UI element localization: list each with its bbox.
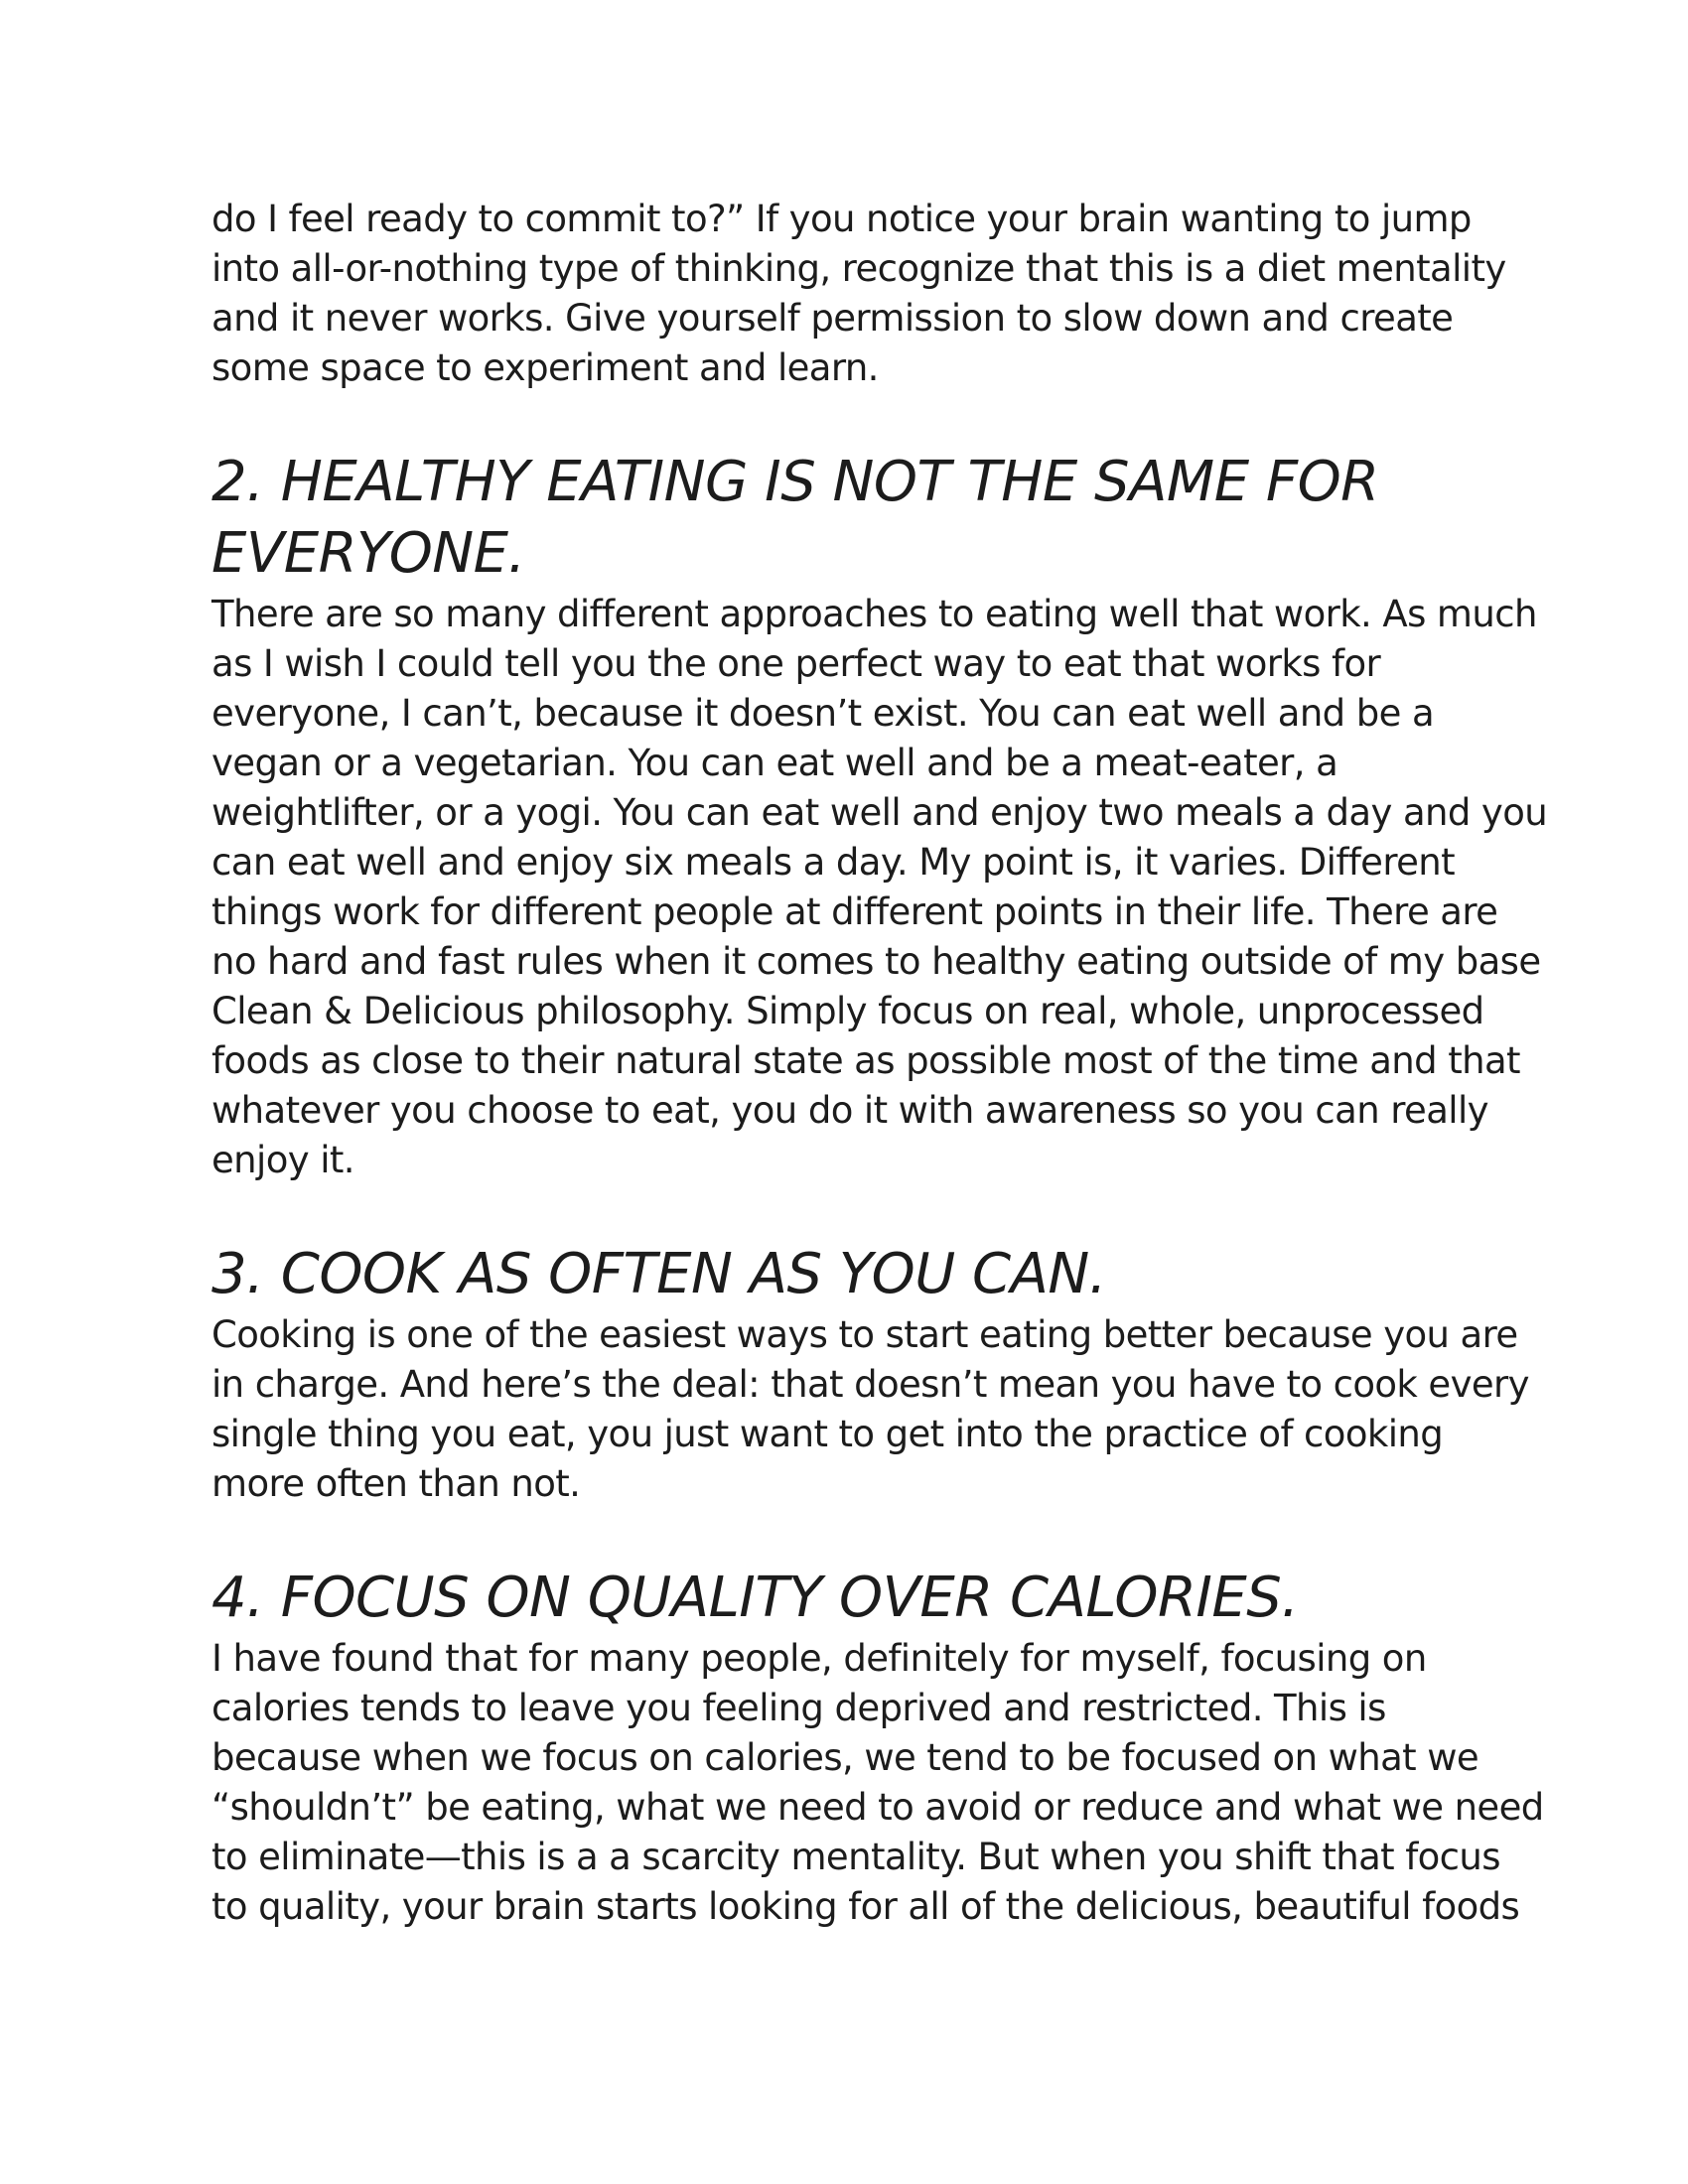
paragraph-line: I have found that for many people, definitely for myself, focusing on xyxy=(211,1637,1427,1680)
heading-line: EVERYONE. xyxy=(211,521,525,586)
section-paragraph xyxy=(211,1310,1529,1509)
heading-line: 4. FOCUS ON QUALITY OVER CALORIES. xyxy=(211,1566,1299,1630)
paragraph-line: whatever you choose to eat, you do it with awareness so you can really xyxy=(211,1089,1488,1132)
heading-line: 2. HEALTHY EATING IS NOT THE SAME FOR xyxy=(211,450,1379,514)
paragraph-line: can eat well and enjoy six meals a day. My point is, it varies. Different xyxy=(211,841,1456,884)
paragraph-line: in charge. And here’s the deal: that doesn’t mean you have to cook every xyxy=(211,1363,1529,1406)
paragraph-line: single thing you eat, you just want to get into the practice of cooking xyxy=(211,1413,1444,1455)
section-healthy-eating xyxy=(211,447,1548,1185)
paragraph-line: and it never works. Give yourself permission to slow down and create xyxy=(211,297,1454,340)
paragraph-line: Clean & Delicious philosophy. Simply focus on real, whole, unprocessed xyxy=(211,990,1484,1032)
paragraph-line: to quality, your brain starts looking for all of the delicious, beautiful foods xyxy=(211,1885,1520,1928)
paragraph-line: into all-or-nothing type of thinking, recognize that this is a diet mentality xyxy=(211,247,1506,290)
paragraph-line: things work for different people at different points in their life. There are xyxy=(211,890,1498,933)
paragraph-line: weightlifter, or a yogi. You can eat well and enjoy two meals a day and you xyxy=(211,791,1548,834)
paragraph-line: calories tends to leave you feeling deprived and restricted. This is xyxy=(211,1687,1386,1729)
intro-paragraph xyxy=(211,195,1506,393)
paragraph-line: to eliminate—this is a a scarcity mentality. But when you shift that focus xyxy=(211,1836,1500,1878)
paragraph-line: enjoy it. xyxy=(211,1139,354,1181)
heading-line: 3. COOK AS OFTEN AS YOU CAN. xyxy=(211,1242,1107,1306)
paragraph-line: as I wish I could tell you the one perfect way to eat that works for xyxy=(211,642,1381,685)
paragraph-line: no hard and fast rules when it comes to healthy eating outside of my base xyxy=(211,940,1541,983)
section-heading xyxy=(211,1563,1502,1634)
section-quality-over-calories xyxy=(211,1563,1544,1932)
section-cook-often xyxy=(211,1239,1529,1509)
paragraph-line: do I feel ready to commit to?” If you notice your brain wanting to jump xyxy=(211,198,1472,240)
paragraph-line: more often than not. xyxy=(211,1462,581,1505)
paragraph-line: There are so many different approaches to eating well that work. As much xyxy=(211,593,1537,635)
section-paragraph xyxy=(211,1634,1544,1932)
paragraph-line: foods as close to their natural state as possible most of the time and that xyxy=(211,1039,1520,1082)
document-page xyxy=(211,195,1548,1932)
paragraph-line: because when we focus on calories, we tend to be focused on what we xyxy=(211,1736,1479,1779)
section-heading xyxy=(211,447,1502,590)
paragraph-line: everyone, I can’t, because it doesn’t exist. You can eat well and be a xyxy=(211,692,1435,735)
paragraph-line: Cooking is one of the easiest ways to start eating better because you are xyxy=(211,1313,1518,1356)
section-paragraph xyxy=(211,590,1548,1185)
paragraph-line: “shouldn’t” be eating, what we need to avoid or reduce and what we need xyxy=(211,1786,1544,1829)
paragraph-line: vegan or a vegetarian. You can eat well and be a meat-eater, a xyxy=(211,742,1338,784)
paragraph-line: some space to experiment and learn. xyxy=(211,346,879,389)
section-heading xyxy=(211,1239,1502,1310)
